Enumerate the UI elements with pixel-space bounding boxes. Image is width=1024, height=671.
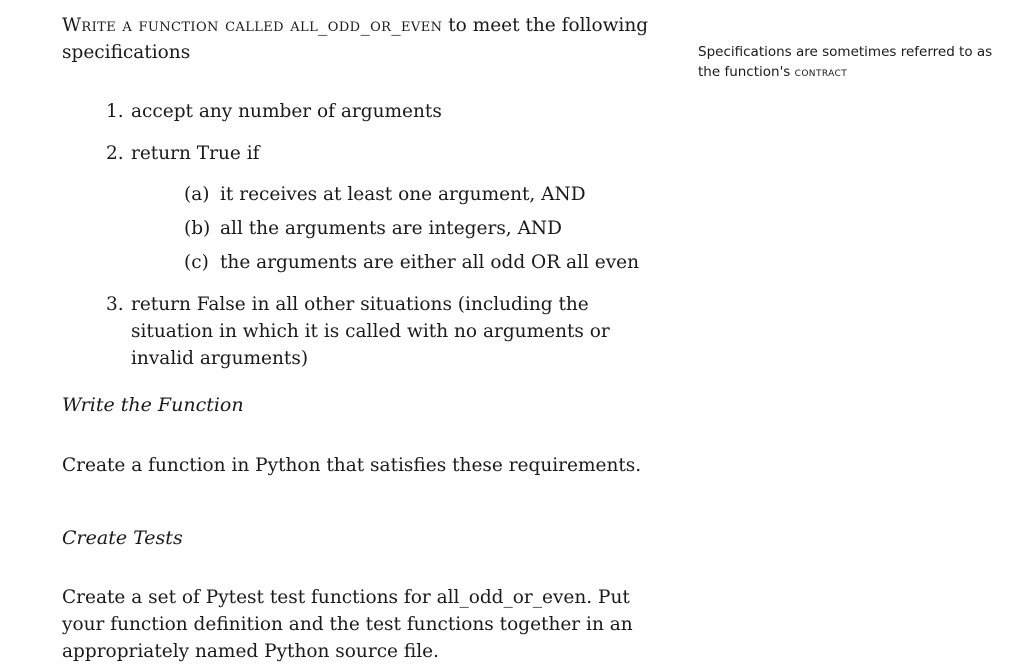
list-text: accept any number of arguments <box>131 101 442 122</box>
margin-note-term: contract <box>794 64 848 80</box>
section-text-create-tests: Create a set of Pytest test functions for all_odd_or_even. Put your function definition and the test functions together in an appropriately named Python source file. <box>62 587 633 662</box>
list-number: 2. <box>106 143 124 164</box>
intro-rest: to meet the following specifications <box>62 15 649 63</box>
section-heading-write-function: Write the Function <box>62 394 244 416</box>
sublist-text: all the arguments are integers, AND <box>220 218 562 239</box>
margin-note <box>698 42 998 82</box>
list-number: 3. <box>106 294 124 315</box>
margin-note-text: Specifications are sometimes referred to as the function's <box>698 44 993 80</box>
intro-paragraph <box>62 12 652 66</box>
section-heading-create-tests: Create Tests <box>62 527 183 549</box>
list-number: 1. <box>106 101 124 122</box>
sublist-label: (a) <box>184 184 210 205</box>
list-text: return True if <box>131 143 260 164</box>
intro-lead: Write a function called all_odd_or_even <box>62 15 443 36</box>
sublist-label: (c) <box>184 252 209 273</box>
sublist-label: (b) <box>184 218 211 239</box>
list-text: return False in all other situations (including the situation in which it is called with no arguments or invalid arguments) <box>131 294 610 369</box>
sublist-text: the arguments are either all odd OR all even <box>220 252 640 273</box>
sublist-text: it receives at least one argument, AND <box>220 184 586 205</box>
section-text-write-function: Create a function in Python that satisfies these requirements. <box>62 455 642 476</box>
